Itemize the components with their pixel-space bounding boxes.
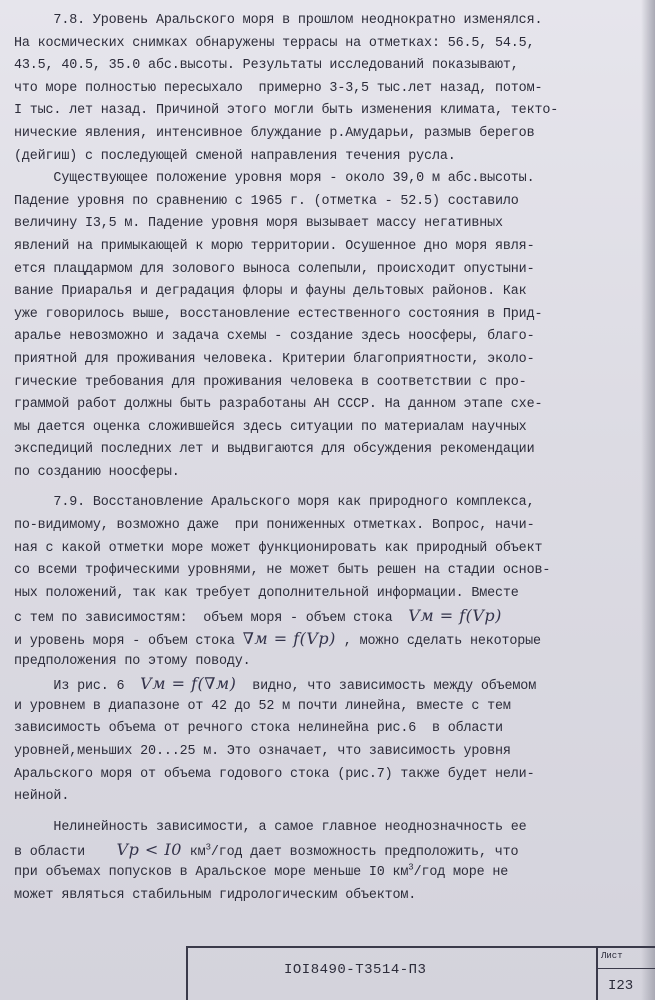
text-fragment: видно, что зависимость между объемом (236, 679, 537, 695)
text-line: нические явления, интенсивное блуждание р.Амударьи, размыв берегов (14, 125, 535, 141)
handwritten-formula: Vм = f(Vр) (408, 606, 502, 626)
text-line: гические требования для проживания человека в соответствии с про- (14, 374, 527, 390)
text-line: и уровнем в диапазоне от 42 до 52 м почти линейна, вместе с тем (14, 698, 511, 714)
text-fragment: и уровень моря - объем стока (14, 634, 243, 650)
text-line: ная с какой отметки море может функционировать как природный объект (14, 540, 543, 556)
text-line: со всеми трофическими уровнями, не может быть решен на стадии основ- (14, 563, 551, 579)
text-line: 43.5, 40.5, 35.0 абс.высоты. Результаты исследований показывают, (14, 58, 519, 74)
text-fragment: в области (14, 845, 117, 861)
paragraph-gap (14, 809, 654, 817)
text-line: явлений на примыкающей к морю территории. Осушенное дно моря явля- (14, 238, 535, 254)
text-line: Существующее положение уровня моря - около 39,0 м абс.высоты. (14, 171, 535, 187)
handwritten-formula: Vм = f(∇м) (140, 674, 237, 694)
text-line: граммой работ должны быть разработаны АН СССР. На данном этапе схе- (14, 397, 543, 413)
text-line (14, 862, 654, 885)
text-line: вание Приаралья и деградация флоры и фауны дельтовых районов. Как (14, 284, 527, 300)
text-fragment: /год дает возможность предположить, что (210, 845, 519, 861)
text-line: что море полностью пересыхало примерно 3-3,5 тыс.лет назад, потом- (14, 80, 543, 96)
text-line: по-видимому, возможно даже при пониженных отметках. Вопрос, начи- (14, 518, 535, 534)
text-fragment: , можно сделать некоторые (335, 634, 541, 650)
text-line: нейной. (14, 789, 70, 805)
text-line: мы дается оценка сложившейся здесь ситуации по материалам научных (14, 419, 527, 435)
text-line: (дейгиш) с последующей сменой направления течения русла. (14, 148, 456, 164)
text-line: зависимость объема от речного стока нелинейна рис.6 в области (14, 721, 503, 737)
text-line: предположения по этому поводу. (14, 653, 251, 669)
superscript: 3 (205, 842, 211, 853)
document-body (14, 10, 654, 907)
text-line: ных положений, так как требует дополнительной информации. Вместе (14, 585, 519, 601)
superscript: 3 (408, 862, 414, 873)
text-line: аралье невозможно и задача схемы - создание здесь ноосферы, благо- (14, 329, 535, 345)
text-fragment: с тем по зависимостям: объем моря - объем стока (14, 611, 409, 627)
text-line-with-formula (14, 839, 654, 862)
text-line-with-formula (14, 673, 654, 696)
handwritten-formula: ∇м = f(Vр) (242, 629, 336, 649)
text-fragment: Из рис. 6 (14, 679, 141, 695)
stamp-divider (596, 948, 598, 1000)
text-line: На космических снимках обнаружены террасы на отметках: 56.5, 54.5, (14, 35, 535, 51)
stamp-divider (598, 968, 655, 969)
text-fragment: км (181, 845, 206, 861)
sheet-label: Лист (601, 951, 623, 961)
text-line-with-formula (14, 605, 654, 628)
text-line: Нелинейность зависимости, а самое главное неоднозначность ее (14, 819, 527, 835)
text-fragment: при объемах попусков в Аральское море меньше I0 км (14, 864, 409, 880)
handwritten-formula: Vр < I0 (116, 840, 182, 860)
text-line: может являться стабильным гидрологическим объектом. (14, 887, 417, 903)
text-line: 7.8. Уровень Аральского моря в прошлом неоднократно изменялся. (14, 13, 543, 28)
text-fragment: /год море не (413, 864, 509, 880)
text-line: величину I3,5 м. Падение уровня моря вызывает массу негативных (14, 216, 503, 232)
page-number: I23 (608, 978, 634, 994)
text-line: уже говорилось выше, восстановление естественного состояния в Прид- (14, 306, 543, 322)
text-line: Аральского моря от объема годового стока (рис.7) также будет нели- (14, 766, 535, 782)
text-line: 7.9. Восстановление Аральского моря как природного комплекса, (14, 495, 535, 511)
text-line-with-formula (14, 628, 654, 651)
text-line: уровней,меньших 20...25 м. Это означает, что зависимость уровня (14, 744, 511, 759)
text-line: I тыс. лет назад. Причиной этого могли быть изменения климата, текто- (14, 103, 559, 119)
text-line: Падение уровня по сравнению с 1965 г. (отметка - 52.5) составило (14, 193, 519, 209)
text-line: ется плацдармом для золового выноса солепыли, происходит опустыни- (14, 261, 535, 277)
text-line: приятной для проживания человека. Критерии благоприятности, эколо- (14, 351, 535, 367)
text-line: экспедиций последних лет и выдвигаются для обсуждения рекомендации (14, 442, 535, 458)
document-code: IOI8490-Т3514-П3 (284, 962, 427, 978)
title-block-stamp (186, 946, 655, 1000)
text-line: по созданию ноосферы. (14, 464, 180, 480)
paragraph-gap (14, 484, 654, 492)
